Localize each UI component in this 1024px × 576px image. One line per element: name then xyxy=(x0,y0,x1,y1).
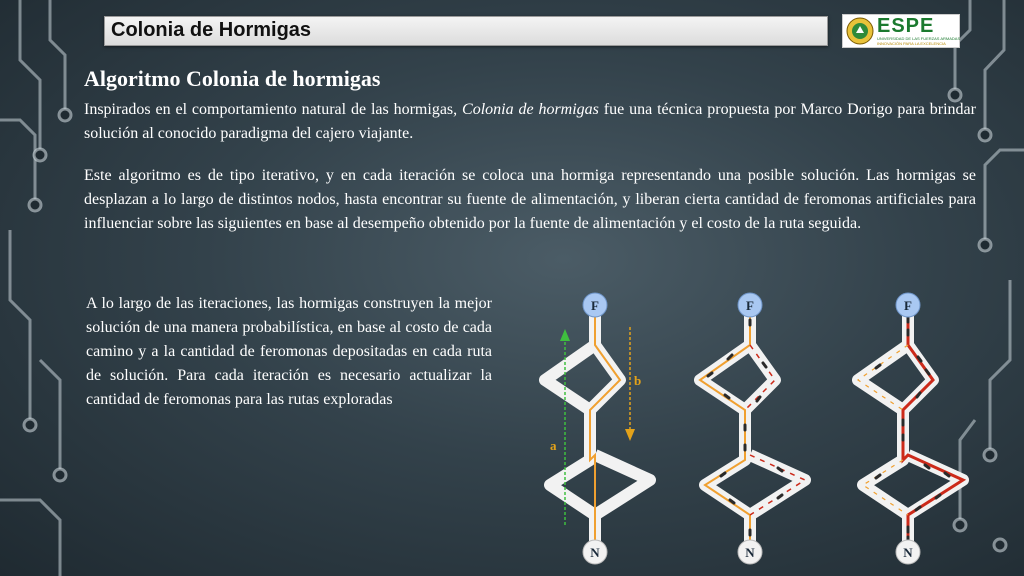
university-seal-icon xyxy=(846,17,874,45)
logo-tagline: INNOVACIÓN PARA LA EXCELENCIA xyxy=(877,41,946,46)
node-f-1-label: F xyxy=(591,298,599,313)
logo-name: ESPE xyxy=(877,15,935,37)
arrow-a-head-icon xyxy=(560,329,570,341)
node-n-2-label: N xyxy=(745,545,755,560)
intro-emphasis: Colonia de hormigas xyxy=(462,101,599,118)
pheromone-paragraph: A lo largo de las iteraciones, las hormigas construyen la mejor solución de una manera probabilística, en base al costo de cada camino y a la cantidad de feromonas depositadas en cada ruta de solución. Para cada iteración es necesario actualizar la cantidad de feromonas para las rutas exploradas xyxy=(86,295,492,408)
node-f-2-label: F xyxy=(746,298,754,313)
espe-logo xyxy=(842,14,960,48)
node-n-1-label: N xyxy=(590,545,600,560)
ant-path-diagram xyxy=(520,285,990,575)
arrow-b-head-icon xyxy=(625,429,635,441)
path-graph-3 xyxy=(858,293,963,564)
node-f-3-label: F xyxy=(904,298,912,313)
slide-title: Colonia de Hormigas xyxy=(111,19,312,41)
node-n-3-label: N xyxy=(903,545,913,560)
logo-subtitle: UNIVERSIDAD DE LAS FUERZAS ARMADAS xyxy=(877,36,961,41)
path-graph-1 xyxy=(545,293,650,564)
label-a: a xyxy=(550,438,557,453)
intro-text-start: Inspirados en el comportamiento natural de las hormigas, xyxy=(84,101,463,118)
section-heading: Algoritmo Colonia de hormigas xyxy=(84,66,381,91)
path-graph-2 xyxy=(700,293,805,564)
intro-text-end: fue una técnica propuesta por Marco Dorigo para brindar solución al conocido paradigma del cajero viajante. xyxy=(84,101,976,142)
intro-paragraph xyxy=(84,98,976,146)
iteration-paragraph: Este algoritmo es de tipo iterativo, y en cada iteración se coloca una hormiga representando una posible solución. Las hormigas se desplazan a lo largo de distintos nodos, hasta encontrar su fuente de alimentación, y liberan cierta cantidad de feromonas artificiales para influenciar sobre las siguientes en base al desempeño obtenido por la fuente de alimentación y el costo de la ruta seguida. xyxy=(84,167,976,232)
label-b: b xyxy=(634,373,642,388)
title-bar xyxy=(104,16,828,46)
